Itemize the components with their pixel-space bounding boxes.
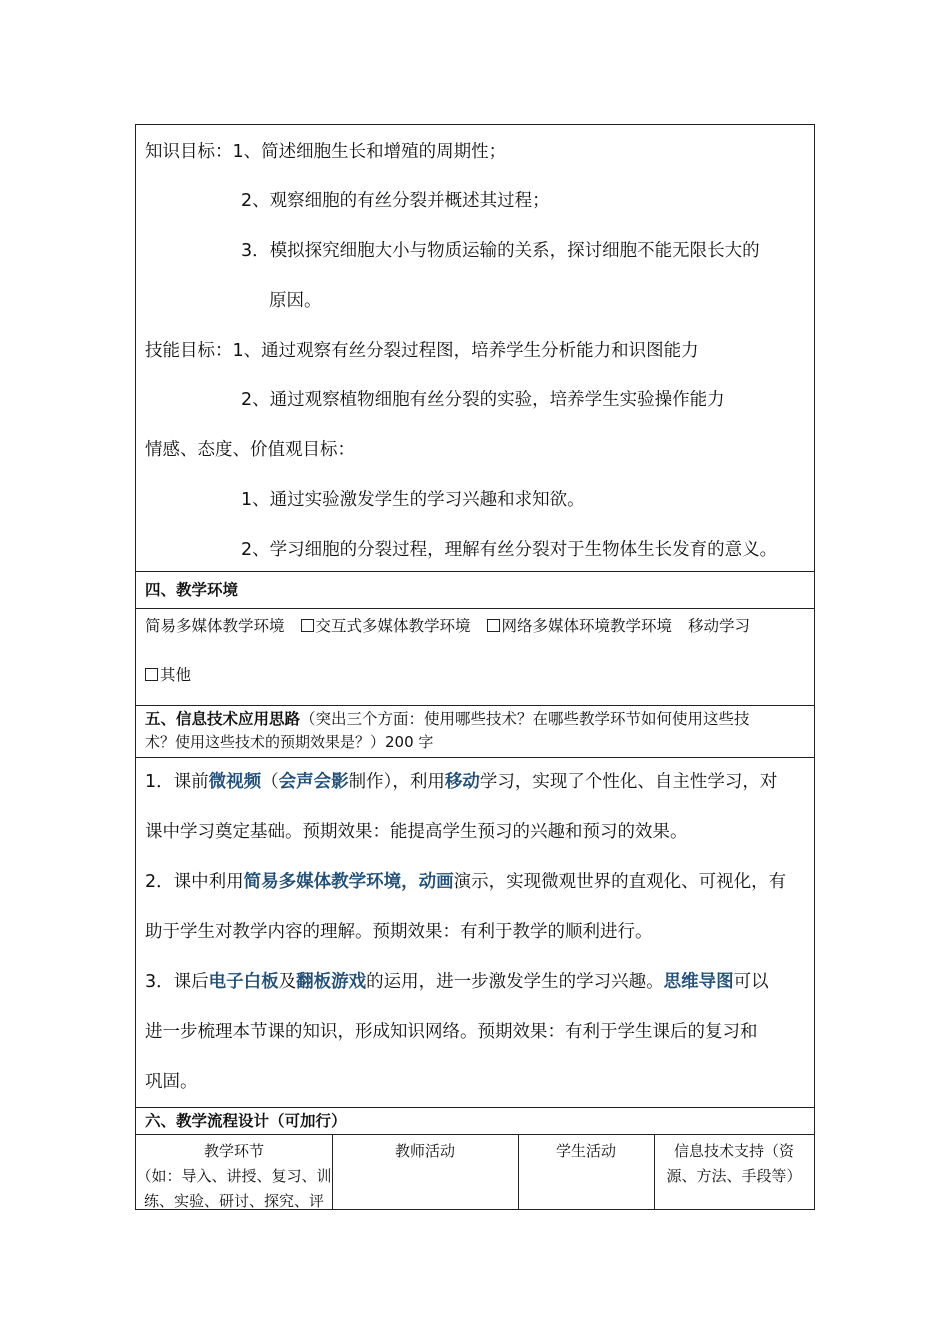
highlight-flip-game: 翻板游戏 [296,972,367,992]
highlight-micro-video: 微视频 [208,772,262,792]
tech-paragraph-1-line-1 [145,770,777,794]
header-it-support [654,1139,814,1189]
knowledge-item: 2、观察细胞的有丝分裂并概述其过程； [241,191,550,211]
column-student-activity [518,1135,655,1209]
highlight-simple-multimedia: 简易多媒体教学环境 [243,872,402,892]
highlight-mind-map: 思维导图 [663,972,734,992]
highlight-video-studio: 会声会影 [278,772,349,792]
tech-paragraph-2-line-2: 助于学生对教学内容的理解。预期效果：有利于教学的顺利进行。 [145,922,653,942]
column-teacher-activity [332,1135,519,1209]
header-teacher-activity: 教师活动 [394,1142,455,1160]
text: 的运用，进一步激发学生的学习兴趣。 [366,972,664,992]
checkbox-other[interactable] [145,668,158,681]
emotion-item: 2、学习细胞的分裂过程，理解有丝分裂对于生物体生长发育的意义。 [241,540,778,560]
tech-paragraph-3-line-3: 巩固。 [145,1072,198,1092]
skill-item: 1、通过观察有丝分裂过程图，培养学生分析能力和识图能力 [232,341,699,361]
text: 1．课前 [145,772,209,792]
skill-objective-line-1 [145,339,699,363]
section4-header [136,572,814,609]
section5-body [136,758,814,1108]
knowledge-item: 1、简述细胞生长和增殖的周期性； [232,142,507,162]
skill-label: 技能目标： [145,341,233,361]
knowledge-item: 3．模拟探究细胞大小与物质运输的关系，探讨细胞不能无限长大的 [241,241,760,261]
text: 可以 [733,972,769,992]
environment-options-row-2 [145,663,191,687]
column-teaching-stage [136,1135,333,1209]
section6-title: 六、教学流程设计（可加行） [145,1112,347,1130]
highlight-mobile: 移动 [444,772,480,792]
highlight-whiteboard: 电子白板 [208,972,279,992]
section5-note-line-2: 术？使用这些技术的预期效果是？）200 字 [145,733,434,751]
section5-title-line [145,709,750,729]
tech-paragraph-2-line-1 [145,870,786,894]
objectives-section [136,125,814,572]
text: 3．课后 [145,972,209,992]
checkbox-network[interactable] [487,619,500,632]
section5-note: （突出三个方面：使用哪些技术？在哪些教学环节如何使用这些技 [300,710,750,728]
text: 信息技术支持（资 [673,1142,794,1160]
emotion-label: 情感、态度、价值观目标： [145,440,355,460]
text: 及 [278,972,297,992]
text: 教学环节 [203,1142,264,1160]
teaching-environment-options [136,609,814,706]
text: 2．课中利用 [145,872,244,892]
text: （如：导入、讲授、复习、训 [136,1167,332,1185]
section4-title: 四、教学环境 [145,581,239,599]
knowledge-item-continuation: 原因。 [269,291,322,311]
environment-option-simple: 简易多媒体教学环境 [145,617,285,635]
text: 源、方法、手段等） [666,1167,802,1185]
environment-option-other: 其他 [160,666,192,684]
skill-item: 2、通过观察植物细胞有丝分裂的实验，培养学生实验操作能力 [241,390,725,410]
text: （ [261,772,279,792]
section5-header [136,706,814,758]
knowledge-label: 知识目标： [145,142,233,162]
highlight-comma: ， [401,872,419,892]
environment-options-row-1 [145,614,750,638]
highlight-animation: 动画 [418,872,454,892]
text: 演示，实现微观世界的直观化、可视化，有 [453,872,787,892]
tech-paragraph-3-line-1 [145,970,769,994]
environment-option-network: 网络多媒体环境教学环境 [501,617,673,635]
header-student-activity: 学生活动 [555,1142,616,1160]
knowledge-objective-line-1 [145,140,506,164]
environment-option-interactive: 交互式多媒体教学环境 [315,617,471,635]
section5-title: 五、信息技术应用思路 [145,710,301,728]
environment-option-mobile: 移动学习 [688,617,751,635]
text: 制作），利用 [348,772,445,792]
header-teaching-stage [136,1139,332,1214]
section6-header [136,1108,814,1135]
tech-paragraph-3-line-2: 进一步梳理本节课的知识，形成知识网络。预期效果：有利于学生课后的复习和 [145,1022,758,1042]
text: 学习，实现了个性化、自主性学习，对 [479,772,778,792]
checkbox-interactive[interactable] [301,619,314,632]
tech-paragraph-1-line-2: 课中学习奠定基础。预期效果：能提高学生预习的兴趣和预习的效果。 [145,822,688,842]
text: 练、实验、研讨、探究、评 [143,1192,324,1210]
flow-table-header [136,1135,814,1210]
emotion-item: 1、通过实验激发学生的学习兴趣和求知欲。 [241,490,585,510]
lesson-plan-table [135,124,815,1210]
